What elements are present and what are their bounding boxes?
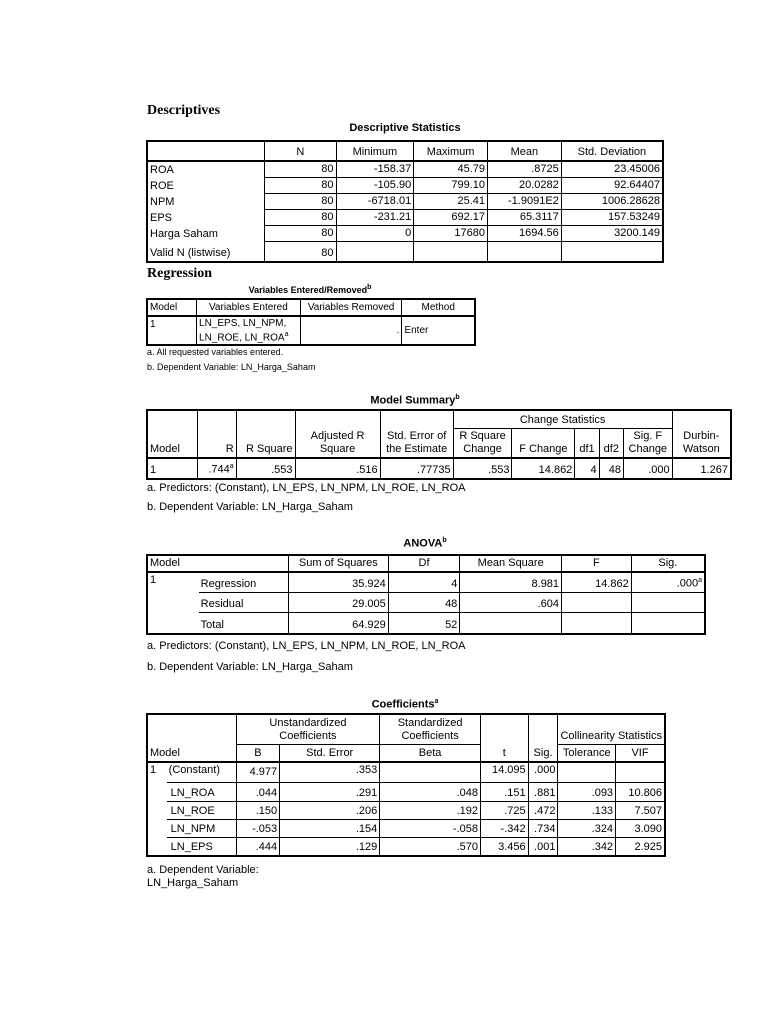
table-row: ROE 80 -105.90 799.10 20.0282 92.64407 bbox=[147, 178, 663, 194]
change-statistics-header: Change Statistics bbox=[453, 410, 672, 428]
anova-caption: ANOVA$^b$ bbox=[403, 537, 447, 550]
table-row: LN_EPS .444 .129 .570 3.456 .001 .342 2.925 bbox=[147, 837, 665, 856]
coefficients-caption: Coefficients$^a$ bbox=[371, 698, 439, 711]
model-summary-caption: Model Summary$^b$ bbox=[370, 394, 460, 407]
header-maximum: Maximum bbox=[414, 141, 488, 161]
table-row: EPS 80 -231.21 692.17 65.3117 157.53249 bbox=[147, 210, 663, 226]
header-n: N bbox=[265, 141, 336, 161]
table-row: Total 64.929 52 bbox=[147, 612, 705, 634]
regression-note-b: b. Dependent Variable: LN_Harga_Saham bbox=[147, 362, 316, 372]
variables-entered-table: Model Variables Entered Variables Removed Method 1 LN_EPS, LN_NPM, LN_ROE, LN_ROA$^a$ . Enter bbox=[146, 298, 476, 346]
coefficients-table: Unstandardized Coefficients Standardized Coefficients Collinearity Statistics Model B Std. Error Beta t Sig. Tolerance VIF 1 (Constant) 4.977 .353 14.095 .000 LN_ROA .044 .291 .048 .151 .881 .093 10.806 LN_ROE .150 .206 .192 .725 .472 .133 7.507 LN_NPM -.053 .154 -.058 -.342 .734 .324 3.090 LN_EPS .444 .129 .570 3.456 .001 .342 2.925 bbox=[146, 713, 666, 857]
table-row: 1 Regression 35.924 4 8.981 14.862 .000$^a$ bbox=[147, 572, 705, 592]
table-row: LN_ROE .150 .206 .192 .725 .472 .133 7.507 bbox=[147, 801, 665, 819]
table-row: LN_ROA .044 .291 .048 .151 .881 .093 10.806 bbox=[147, 782, 665, 801]
descriptives-heading: Descriptives bbox=[147, 103, 221, 118]
coefficients-note: a. Dependent Variable: LN_Harga_Saham bbox=[147, 864, 259, 889]
table-row: 1 LN_EPS, LN_NPM, LN_ROE, LN_ROA$^a$ . Enter bbox=[147, 316, 475, 345]
model-summary-note-a: a. Predictors: (Constant), LN_EPS, LN_NPM, LN_ROE, LN_ROA bbox=[147, 482, 466, 494]
table-row: NPM 80 -6718.01 25.41 -1.9091E2 1006.28628 bbox=[147, 194, 663, 210]
descriptive-statistics-table bbox=[146, 140, 664, 263]
anova-note-a: a. Predictors: (Constant), LN_EPS, LN_NPM, LN_ROE, LN_ROA bbox=[147, 640, 466, 652]
descriptive-statistics-caption: Descriptive Statistics bbox=[349, 122, 461, 134]
table-row: Valid N (listwise) 80 bbox=[147, 242, 663, 262]
variables-entered-caption: Variables Entered/Removed$^b$ bbox=[248, 284, 372, 295]
header-std-deviation: Std. Deviation bbox=[561, 141, 663, 161]
table-row: ROA 80 -158.37 45.79 .8725 23.45006 bbox=[147, 161, 663, 178]
model-summary-note-b: b. Dependent Variable: LN_Harga_Saham bbox=[147, 501, 353, 513]
header-minimum: Minimum bbox=[336, 141, 414, 161]
anova-table: Model Sum of Squares Df Mean Square F Sig. 1 Regression 35.924 4 8.981 14.862 .000$^a$ Residual 29.005 48 .604 Total 64.929 52 bbox=[146, 554, 706, 635]
table-row: 1 (Constant) 4.977 .353 14.095 .000 bbox=[147, 762, 665, 782]
regression-heading: Regression bbox=[147, 266, 213, 281]
model-summary-table: Change Statistics Model R R Square Adjusted R Square Std. Error of the Estimate R Square Change F Change df1 df2 Sig. F Change Durbin- Watson 1 .744$^a$ .553 .516 .77735 .553 14.862 4 48 .000 1.267 bbox=[146, 409, 732, 480]
header-mean: Mean bbox=[487, 141, 561, 161]
table-row: Residual 29.005 48 .604 bbox=[147, 592, 705, 612]
regression-note-a: a. All requested variables entered. bbox=[147, 347, 284, 357]
table-row: 1 .744$^a$ .553 .516 .77735 .553 14.862 4 48 .000 1.267 bbox=[147, 458, 731, 479]
table-row: Harga Saham 80 0 17680 1694.56 3200.149 bbox=[147, 226, 663, 242]
table-row: LN_NPM -.053 .154 -.058 -.342 .734 .324 3.090 bbox=[147, 819, 665, 837]
anova-note-b: b. Dependent Variable: LN_Harga_Saham bbox=[147, 661, 353, 673]
